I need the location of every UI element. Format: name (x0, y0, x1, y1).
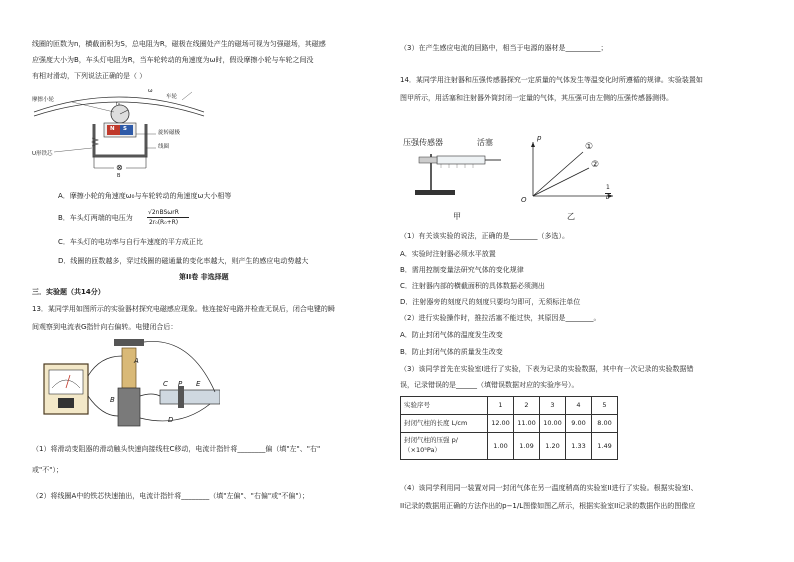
table-header-length: 封闭气柱的长度 L/cm (401, 415, 488, 433)
q13-part2: （2）将线圈A中的铁芯快速抽出，电流计指针将________（填"左偏"、"右偏"或"不偏"）； (32, 492, 310, 500)
table-cell: 5 (592, 397, 618, 415)
table-header-pressure (401, 433, 488, 460)
lamp-icon: ⊗ (116, 163, 123, 172)
table-cell: 2 (514, 397, 540, 415)
q14-part1-option-b: B．需用控制变量法研究气体的变化规律 (400, 266, 524, 274)
label-u-core: U形铁芯 (32, 151, 53, 157)
table-header-pressure-b: （×10⁵Pa） (404, 446, 441, 454)
right-column (397, 0, 794, 562)
q14-text-line1: 14．某同学用注射器和压强传感器探究一定质量的气体发生等温变化时所遵循的规律。实验装置如 (400, 76, 703, 84)
q14-part1-option-d: D．注射器旁的刻度尺的刻度只要均匀即可，无须标注单位 (400, 298, 581, 306)
q12-option-a: A．摩擦小轮的角速度ω₀与车轮转动的角速度ω大小相等 (58, 192, 232, 200)
experiment-data-table (400, 396, 618, 460)
q13-text-line1: 13．某同学用如图所示的实验器材探究电磁感应现象。他连接好电路并检查无误后，闭合电键的瞬 (32, 305, 335, 313)
q12-text-line3: 有相对滑动，下列说法正确的是（ ） (32, 72, 147, 80)
circuit-figure (40, 336, 220, 436)
q14-part2-option-b: B．防止封闭气体的质量发生改变 (400, 348, 503, 356)
label-friction-wheel: 摩擦小轮 (32, 97, 55, 103)
q12-option-b-numerator: √2nBSωrR (148, 209, 179, 216)
label-pole-s: S (123, 126, 127, 132)
table-cell: 1.33 (566, 433, 592, 460)
p-vs-inverse-l-graph (521, 138, 617, 206)
table-cell: 1.00 (488, 433, 514, 460)
volume-2-title: 第II卷 非选择题 (179, 273, 229, 281)
section-3-heading: 三．实验题（共14分） (32, 288, 105, 296)
q12-option-b-denominator: 2r₀(R₀+R) (149, 219, 179, 226)
label-line-1: ① (585, 142, 594, 152)
label-terminal-e: E (196, 380, 201, 388)
label-pressure-sensor: 压强传感器 (403, 138, 443, 147)
label-axis-one: 1 (606, 184, 610, 191)
q14-part4-line1: （4）该同学利用同一装置对同一封闭气体在另一温度稍高的实验室II进行了实验。根据实验室I、 (400, 484, 698, 492)
label-figure-yi: 乙 (567, 212, 575, 221)
label-piston: 活塞 (477, 138, 493, 147)
fraction-bar (147, 217, 189, 218)
table-cell: 11.00 (514, 415, 540, 433)
label-axis-p: p (537, 134, 542, 142)
label-b: B (117, 173, 121, 179)
q13-text-line2: 间观察到电流表G指针向右偏转。电键闭合后： (32, 323, 178, 331)
q14-part4-line2: II记录的数据用正确的方法作出的p−1/L图像如图乙所示，根据实验室II记录的数据作出的图像应 (400, 502, 696, 510)
table-cell: 4 (566, 397, 592, 415)
q13-part3: （3）在产生感应电流的回路中，相当于电源的器材是__________； (400, 44, 608, 52)
q14-part1-option-a: A．实验时注射器必须水平放置 (400, 250, 496, 258)
table-cell: 8.00 (592, 415, 618, 433)
q14-part2-option-a: A．防止封闭气体的温度发生改变 (400, 331, 503, 339)
table-row-index (401, 397, 618, 415)
label-omega: ω (148, 88, 153, 94)
table-row-pressure (401, 433, 618, 460)
table-header-index: 实验序号 (401, 397, 488, 415)
label-terminal-c: C (163, 380, 168, 388)
q12-option-d: D．线圈的匝数越多，穿过线圈的磁通量的变化率越大，则产生的感应电动势越大 (58, 257, 309, 265)
label-pole-n: N (110, 126, 115, 132)
q13-part1-line2: 或"不"）； (32, 466, 63, 474)
label-line-2: ② (591, 160, 600, 170)
label-origin: O (521, 196, 527, 204)
table-row-length (401, 415, 618, 433)
label-axis-l: L (606, 194, 610, 201)
q14-text-line2: 图甲所示，用活塞和注射器外筒封闭一定量的气体，其压强可由左侧的压强传感器测得。 (400, 94, 673, 102)
q13-part1-line1: （1）将滑动变阻器的滑动触头快速向接线柱C移动，电流计指针将________偏（填"左"、"右" (32, 445, 321, 453)
label-rim: 车轮 (166, 94, 178, 100)
table-cell: 1.49 (592, 433, 618, 460)
syringe-figure (409, 140, 509, 204)
q14-part3-line2: 误，记录错误的是______（填错误数据对应的实验序号）。 (400, 381, 579, 389)
table-cell: 1.09 (514, 433, 540, 460)
label-coil: 线圈 (158, 144, 170, 150)
q12-text-line1: 线圈的匝数为n，横截面积为S，总电阻为R，磁极在线圈处产生的磁场可视为匀强磁场，其磁感 (32, 40, 326, 48)
q14-part1-option-c: C．注射器内部的横截面积的具体数据必须测出 (400, 282, 545, 290)
table-cell: 12.00 (488, 415, 514, 433)
q12-option-b: B．车头灯两端的电压为 (58, 214, 133, 222)
table-cell: 3 (540, 397, 566, 415)
table-header-pressure-a: 封闭气柱的压强 p/ (404, 436, 458, 445)
q14-part3-line1: （3）该同学首先在实验室I进行了实验，下表为记录的实验数据，其中有一次记录的实验数据错 (400, 365, 694, 373)
label-coil-b: B (110, 396, 115, 404)
table-cell: 1 (488, 397, 514, 415)
q14-part2: （2）进行实验操作时，推拉活塞不能过快，其原因是________。 (400, 314, 601, 322)
table-cell: 9.00 (566, 415, 592, 433)
label-terminal-d: D (168, 416, 174, 424)
label-r0: r₀ (116, 101, 121, 107)
q12-option-c: C．车头灯的电功率与自行车速度的平方成正比 (58, 238, 203, 246)
label-rotating-magnet: 旋转磁极 (158, 130, 181, 136)
q12-text-line2: 应强度大小为B，车头灯电阻为R，当车轮转动的角速度为ω时，假设摩擦小轮与车轮之间没 (32, 56, 314, 64)
table-cell: 1.20 (540, 433, 566, 460)
label-coil-a: A (134, 357, 139, 365)
label-figure-jia: 甲 (453, 212, 461, 221)
q14-part1: （1）有关该实验的说法，正确的是________（多选）。 (400, 232, 569, 240)
label-slider-p: P (178, 380, 183, 388)
table-cell: 10.00 (540, 415, 566, 433)
